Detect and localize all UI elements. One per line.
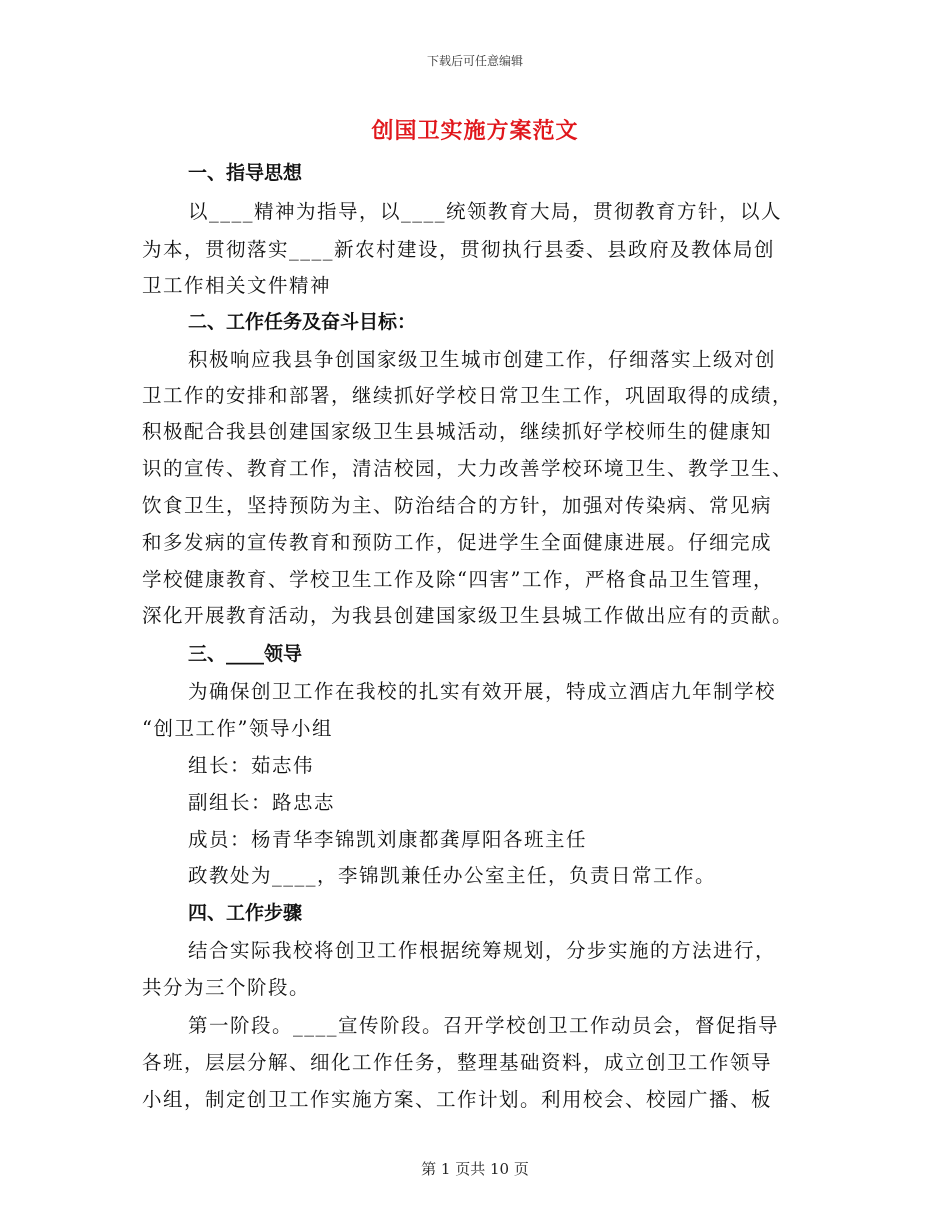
paragraph-line: 卫工作的安排和部署，继续抓好学校日常卫生工作，巩固取得的成绩， xyxy=(142,384,794,407)
paragraph-line: 第一阶段。____宣传阶段。召开学校创卫工作动员会，督促指导 xyxy=(188,1014,780,1037)
section-heading-1: 一、指导思想 xyxy=(188,162,303,184)
section-heading-4: 四、工作步骤 xyxy=(188,902,303,924)
paragraph-line: 积极配合我县创建国家级卫生县城活动，继续抓好学校师生的健康知 xyxy=(142,420,773,443)
paragraph-line: 各班，层层分解、细化工作任务，整理基础资料，成立创卫工作领导 xyxy=(142,1051,773,1074)
leader-line: 组长：茹志伟 xyxy=(188,754,315,777)
paragraph-line: 小组，制定创卫工作实施方案、工作计划。利用校会、校园广播、板 xyxy=(142,1088,773,1111)
paragraph-line: 积极响应我县争创国家级卫生城市创建工作，仔细落实上级对创 xyxy=(188,348,777,371)
paragraph-line: 卫工作相关文件精神 xyxy=(142,274,332,297)
document-title: 创国卫实施方案范文 xyxy=(371,118,579,144)
paragraph-line: 饮食卫生，坚持预防为主、防治结合的方针，加强对传染病、常见病 xyxy=(142,494,773,517)
paragraph-line: “创卫工作”领导小组 xyxy=(142,717,333,740)
paragraph-line: 为本，贯彻落实____新农村建设，贯彻执行县委、县政府及教体局创 xyxy=(142,238,776,261)
page-header-note: 下载后可任意编辑 xyxy=(426,54,523,68)
paragraph-line: 学校健康教育、学校卫生工作及除“四害”工作，严格食品卫生管理， xyxy=(142,568,774,591)
paragraph-line: 和多发病的宣传教育和预防工作，促进学生全面健康进展。仔细完成 xyxy=(142,531,773,554)
page-number-footer: 第 1 页共 10 页 xyxy=(421,1160,529,1178)
paragraph-line: 结合实际我校将创卫工作根据统筹规划，分步实施的方法进行， xyxy=(188,939,777,962)
section-heading-3: 三、____领导 xyxy=(188,643,303,665)
paragraph-line: 以____精神为指导，以____统领教育大局，贯彻教育方针，以人 xyxy=(188,200,783,223)
paragraph-line: 识的宣传、教育工作，清洁校园，大力改善学校环境卫生、教学卫生、 xyxy=(142,457,794,480)
paragraph-line: 为确保创卫工作在我校的扎实有效开展，特成立酒店九年制学校 xyxy=(188,680,777,703)
office-line: 政教处为____，李锦凯兼任办公室主任，负责日常工作。 xyxy=(188,864,717,887)
paragraph-line: 深化开展教育活动，为我县创建国家级卫生县城工作做出应有的贡献。 xyxy=(142,604,794,627)
paragraph-line: 共分为三个阶段。 xyxy=(142,976,311,999)
section-heading-2: 二、工作任务及奋斗目标： xyxy=(188,311,417,333)
deputy-leader-line: 副组长：路忠志 xyxy=(188,791,336,814)
members-line: 成员：杨青华李锦凯刘康都龚厚阳各班主任 xyxy=(188,828,588,851)
